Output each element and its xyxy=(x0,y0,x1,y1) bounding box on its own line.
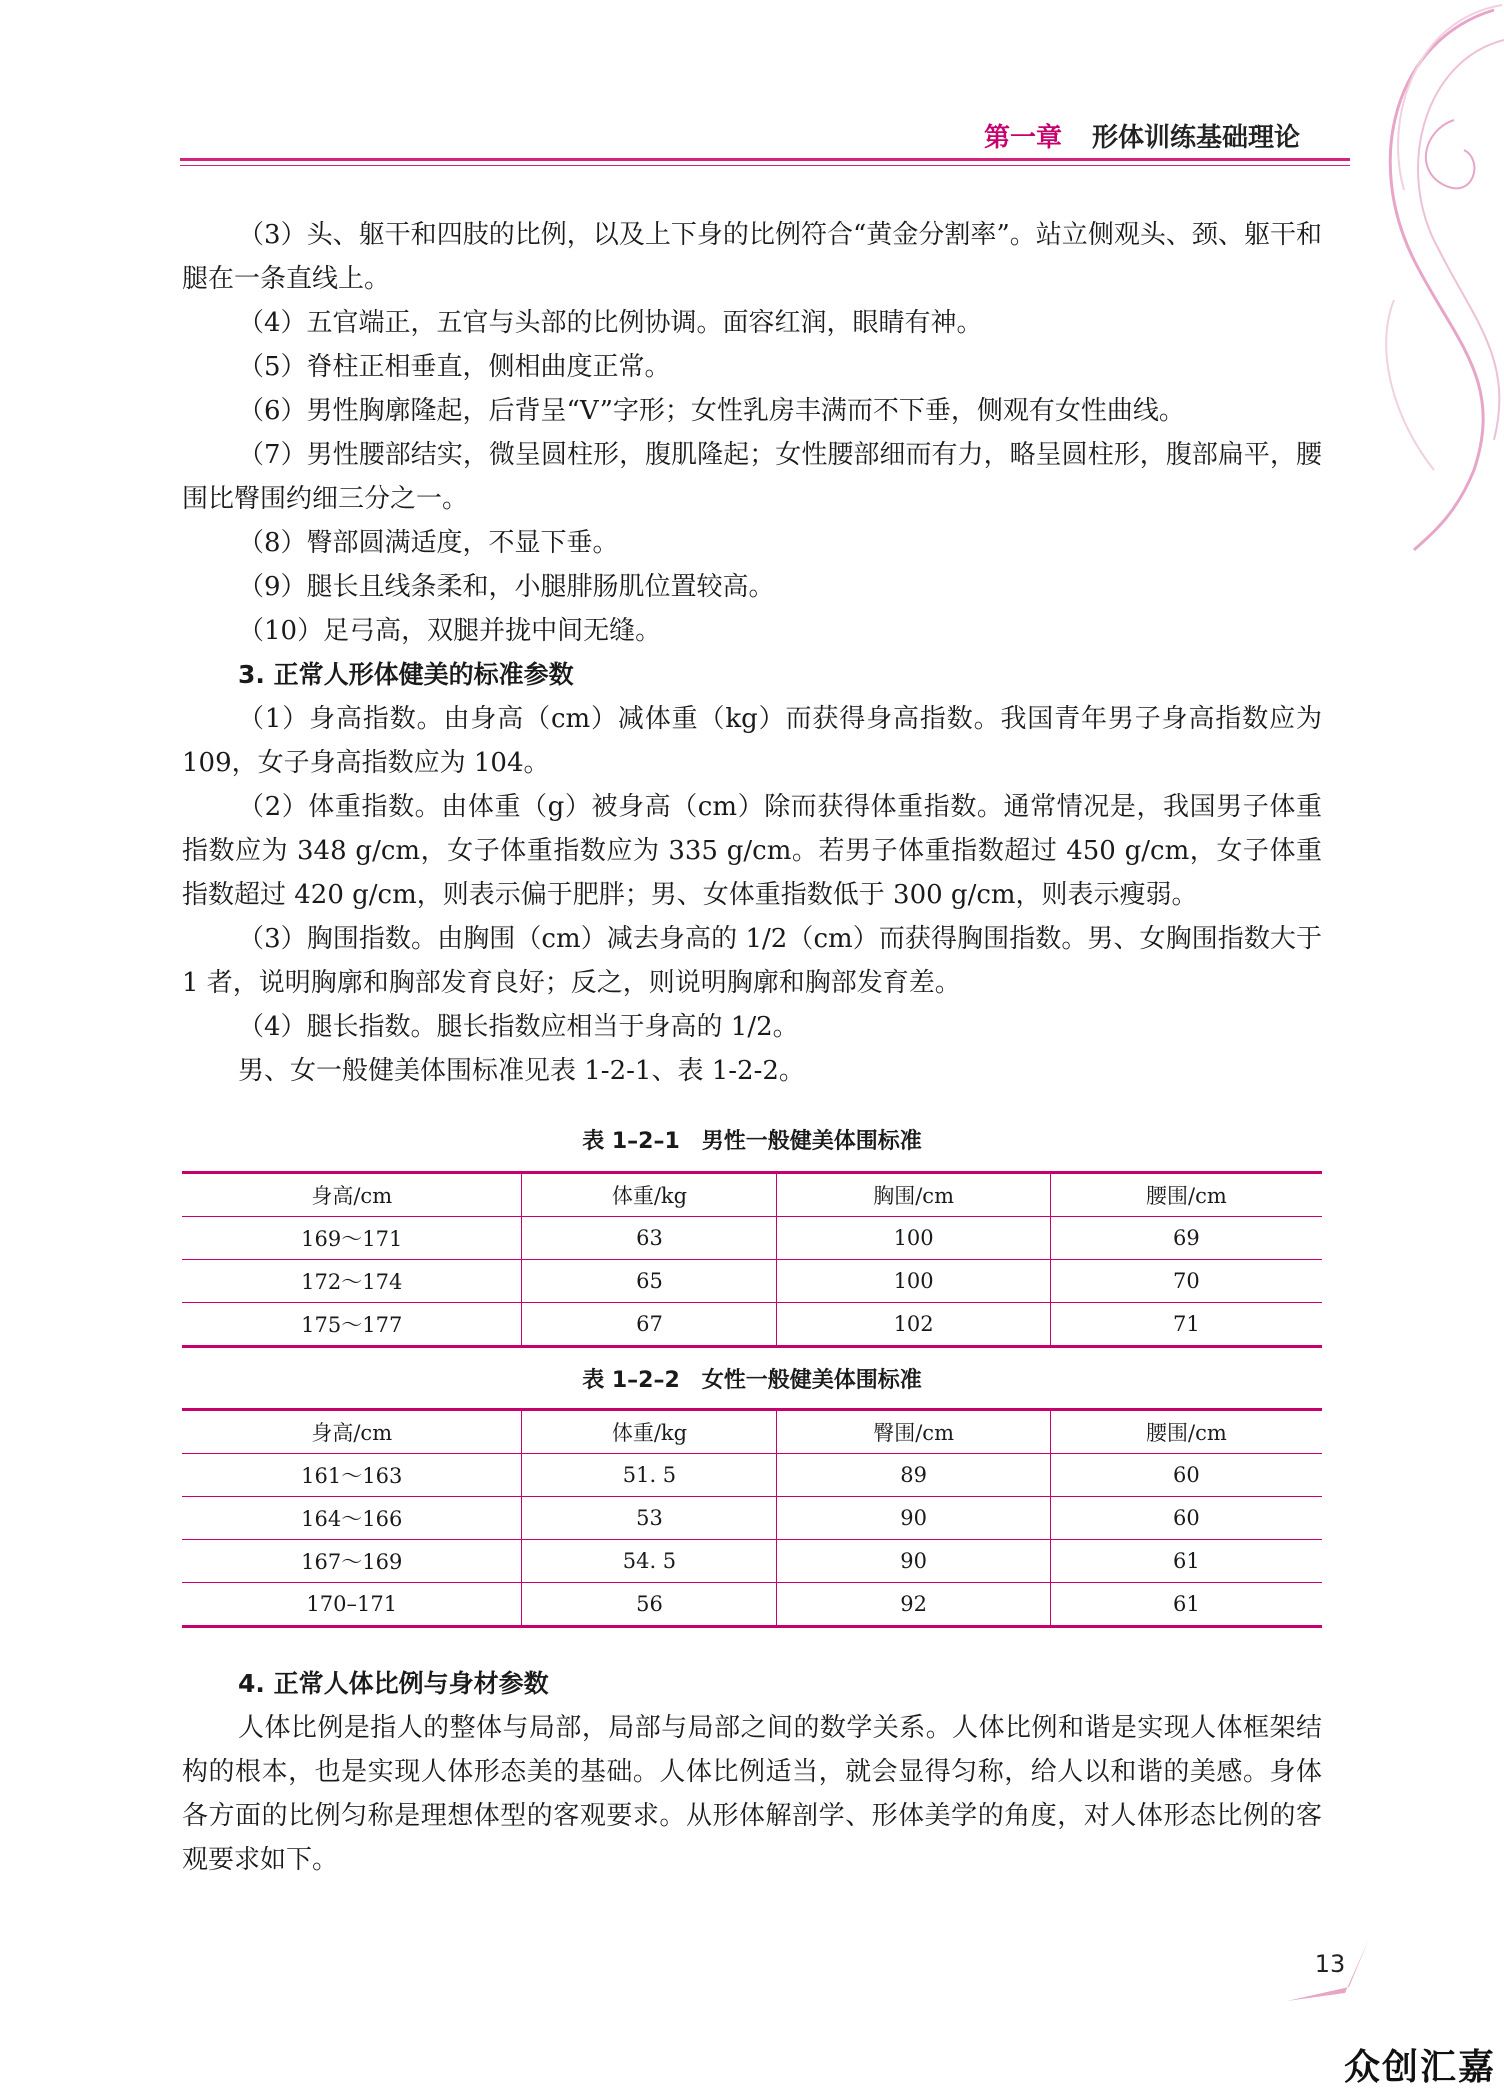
table-cell: 53 xyxy=(522,1497,777,1540)
table-cell: 161～163 xyxy=(182,1454,522,1497)
table-header-cell: 体重/kg xyxy=(522,1410,777,1454)
table-cell: 90 xyxy=(777,1497,1050,1540)
table-cell: 56 xyxy=(522,1583,777,1627)
table-cell: 70 xyxy=(1050,1260,1322,1303)
paragraph: （4）腿长指数。腿长指数应相当于身高的 1/2。 xyxy=(238,1012,799,1042)
paragraph: （3）胸围指数。由胸围（cm）减去身高的 1/2（cm）而获得胸围指数。男、女胸围指数大于 1 者，说明胸廓和胸部发育良好；反之，则说明胸廓和胸部发育差。 xyxy=(182,924,1322,998)
table-row xyxy=(182,1540,1322,1583)
table-cell: 100 xyxy=(777,1217,1050,1260)
table-cell: 89 xyxy=(777,1454,1050,1497)
table-caption: 表 1–2–1 男性一般健美体围标准 xyxy=(582,1129,922,1154)
table-cell: 102 xyxy=(777,1303,1050,1347)
table-cell: 60 xyxy=(1050,1454,1322,1497)
paragraph: （10）足弓高，双腿并拢中间无缝。 xyxy=(238,616,662,646)
paragraph: （1）身高指数。由身高（cm）减体重（kg）而获得身高指数。我国青年男子身高指数应为 109，女子身高指数应为 104。 xyxy=(182,704,1322,778)
table-cell: 54. 5 xyxy=(522,1540,777,1583)
table-cell: 63 xyxy=(522,1217,777,1260)
table-header-row xyxy=(182,1410,1322,1454)
male-standards-table xyxy=(182,1171,1322,1348)
table-cell: 51. 5 xyxy=(522,1454,777,1497)
header-rule-thin xyxy=(180,165,1350,166)
running-header xyxy=(180,115,1350,155)
table-header-row xyxy=(182,1173,1322,1217)
table-row xyxy=(182,1260,1322,1303)
table-header-cell: 胸围/cm xyxy=(777,1173,1050,1217)
table-cell: 67 xyxy=(522,1303,777,1347)
table-cell: 60 xyxy=(1050,1497,1322,1540)
table-row xyxy=(182,1217,1322,1260)
table-header-cell: 体重/kg xyxy=(522,1173,777,1217)
paragraph: （4）五官端正，五官与头部的比例协调。面容红润，眼睛有神。 xyxy=(238,308,983,338)
table-header-cell: 身高/cm xyxy=(182,1410,522,1454)
paragraph: （2）体重指数。由体重（g）被身高（cm）除而获得体重指数。通常情况是，我国男子体重指数应为 348 g/cm，女子体重指数应为 335 g/cm。若男子体重指数超过 450 g/cm，女子体重指数超过 420 g/cm，则表示偏于肥胖；男、女体重指数低于 300 g/cm，则表示瘦弱。 xyxy=(182,792,1322,910)
table-cell: 172～174 xyxy=(182,1260,522,1303)
chapter-title: 形体训练基础理论 xyxy=(1091,122,1300,153)
table-cell: 167～169 xyxy=(182,1540,522,1583)
chapter-label: 第一章 xyxy=(983,122,1062,153)
paragraph: 人体比例是指人的整体与局部，局部与局部之间的数学关系。人体比例和谐是实现人体框架结构的根本，也是实现人体形态美的基础。人体比例适当，就会显得匀称，给人以和谐的美感。身体各方面的比例匀称是理想体型的客观要求。从形体解剖学、形体美学的角度，对人体形态比例的客观要求如下。 xyxy=(182,1713,1322,1875)
table-header-cell: 身高/cm xyxy=(182,1173,522,1217)
table-cell: 175～177 xyxy=(182,1303,522,1347)
table-row xyxy=(182,1454,1322,1497)
table-row xyxy=(182,1497,1322,1540)
table-header-cell: 臀围/cm xyxy=(777,1410,1050,1454)
paragraph: （7）男性腰部结实，微呈圆柱形，腹肌隆起；女性腰部细而有力，略呈圆柱形，腹部扁平，腰围比臀围约细三分之一。 xyxy=(182,440,1322,514)
table-cell: 92 xyxy=(777,1583,1050,1627)
table-header-cell: 腰围/cm xyxy=(1050,1410,1322,1454)
header-rule-thick xyxy=(180,158,1350,161)
paragraph: 男、女一般健美体围标准见表 1-2-1、表 1-2-2。 xyxy=(238,1056,805,1086)
table-cell: 69 xyxy=(1050,1217,1322,1260)
watermark: 众创汇嘉 xyxy=(1343,2047,1496,2088)
decorative-swirl xyxy=(1354,0,1504,560)
table-header-cell: 腰围/cm xyxy=(1050,1173,1322,1217)
section-heading: 4. 正常人体比例与身材参数 xyxy=(238,1669,549,1698)
paragraph: （6）男性胸廓隆起，后背呈“V”字形；女性乳房丰满而不下垂，侧观有女性曲线。 xyxy=(238,396,1185,426)
table-cell: 164～166 xyxy=(182,1497,522,1540)
table-caption: 表 1–2–2 女性一般健美体围标准 xyxy=(582,1368,922,1393)
table-cell: 61 xyxy=(1050,1540,1322,1583)
page-body xyxy=(182,213,1322,1882)
table-cell: 169～171 xyxy=(182,1217,522,1260)
page-number: 13 xyxy=(1314,1950,1346,1978)
section-heading: 3. 正常人形体健美的标准参数 xyxy=(238,660,574,689)
table-row xyxy=(182,1583,1322,1627)
paragraph: （3）头、躯干和四肢的比例，以及上下身的比例符合“黄金分割率”。站立侧观头、颈、躯干和腿在一条直线上。 xyxy=(182,220,1322,294)
paragraph: （5）脊柱正相垂直，侧相曲度正常。 xyxy=(238,352,671,382)
table-cell: 170–171 xyxy=(182,1583,522,1627)
table-cell: 71 xyxy=(1050,1303,1322,1347)
table-row xyxy=(182,1303,1322,1347)
table-cell: 100 xyxy=(777,1260,1050,1303)
female-standards-table xyxy=(182,1408,1322,1628)
paragraph: （9）腿长且线条柔和，小腿腓肠肌位置较高。 xyxy=(238,572,775,602)
paragraph: （8）臀部圆满适度，不显下垂。 xyxy=(238,528,619,558)
table-cell: 90 xyxy=(777,1540,1050,1583)
table-cell: 61 xyxy=(1050,1583,1322,1627)
table-cell: 65 xyxy=(522,1260,777,1303)
